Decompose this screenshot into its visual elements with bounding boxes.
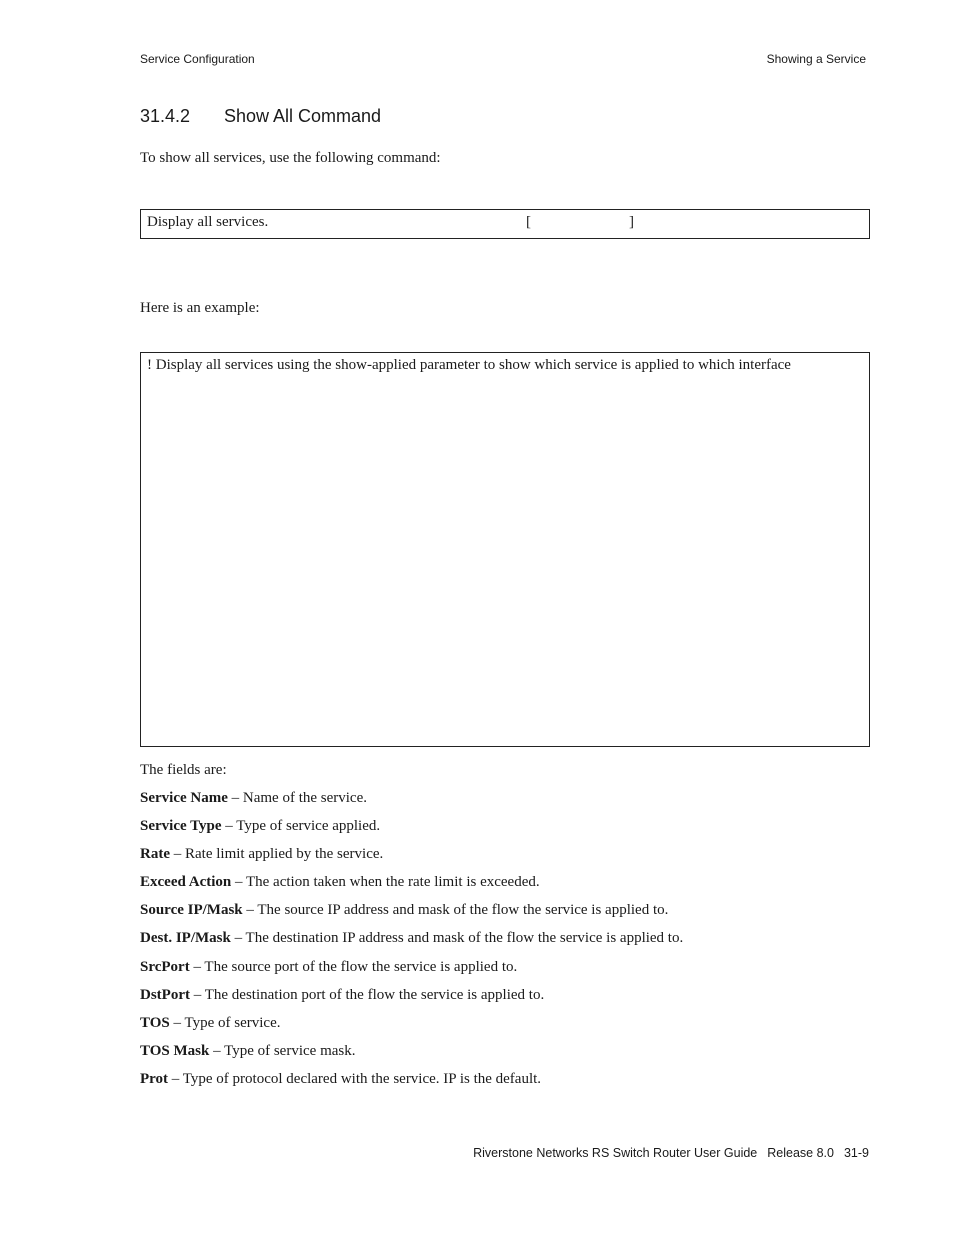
field-description: – Type of service. xyxy=(169,1014,281,1031)
field-description: – The action taken when the rate limit is exceeded. xyxy=(231,874,540,891)
syntax-close-bracket: ] xyxy=(629,214,634,230)
field-item xyxy=(140,958,683,986)
section-number: 31.4.2 xyxy=(140,106,191,126)
section-title: Show All Command xyxy=(224,106,382,126)
field-term: Service Name xyxy=(140,790,228,806)
field-item xyxy=(140,789,683,817)
footer-book-title: Riverstone Networks RS Switch Router User Guide xyxy=(473,1146,758,1160)
field-term: DstPort xyxy=(140,986,190,1003)
field-item xyxy=(140,901,683,929)
field-description: – The source port of the flow the service is applied to. xyxy=(189,958,518,975)
running-header-right: Showing a Service xyxy=(766,52,866,66)
example-box xyxy=(140,352,870,747)
field-term: Dest. IP/Mask xyxy=(140,930,231,947)
field-description: – Name of the service. xyxy=(227,790,367,806)
example-comment: ! Display all services using the show-applied parameter to show which service is applied to which interface xyxy=(147,357,791,373)
field-term: Prot xyxy=(140,1070,169,1087)
field-term: TOS Mask xyxy=(140,1042,210,1059)
field-term: Exceed Action xyxy=(140,874,232,891)
field-item xyxy=(140,1014,683,1042)
field-term: Source IP/Mask xyxy=(140,902,243,919)
page-footer xyxy=(473,1146,869,1160)
field-description: – The source IP address and mask of the flow the service is applied to. xyxy=(242,902,669,919)
field-description: – Type of protocol declared with the service. IP is the default. xyxy=(168,1070,542,1087)
field-description: – Type of service applied. xyxy=(221,818,381,835)
field-description: – The destination IP address and mask of the flow the service is applied to. xyxy=(230,930,684,947)
field-description: – The destination port of the flow the service is applied to. xyxy=(189,986,545,1003)
field-term: Rate xyxy=(140,846,170,863)
field-list xyxy=(140,789,683,1098)
command-table xyxy=(140,209,870,239)
field-item xyxy=(140,1042,683,1070)
field-item xyxy=(140,1070,683,1098)
intro-paragraph: To show all services, use the following command: xyxy=(140,150,441,166)
field-descriptions xyxy=(140,761,683,1098)
fields-intro: The fields are: xyxy=(140,762,227,778)
field-description: – Rate limit applied by the service. xyxy=(170,846,384,863)
field-item xyxy=(140,929,683,957)
field-term: TOS xyxy=(140,1014,170,1031)
field-item xyxy=(140,817,683,845)
running-header-left: Service Configuration xyxy=(140,52,255,66)
section-heading xyxy=(140,106,381,127)
field-term: SrcPort xyxy=(140,958,190,975)
field-description: – Type of service mask. xyxy=(209,1042,356,1059)
field-item xyxy=(140,986,683,1014)
command-description: Display all services. xyxy=(147,214,269,230)
footer-release: Release 8.0 xyxy=(767,1146,834,1160)
syntax-open-bracket: [ xyxy=(526,214,531,230)
field-term: Service Type xyxy=(140,818,222,835)
field-item xyxy=(140,845,683,873)
field-item xyxy=(140,873,683,901)
command-syntax xyxy=(526,214,634,231)
footer-page-number: 31-9 xyxy=(843,1146,869,1160)
example-intro: Here is an example: xyxy=(140,300,260,316)
